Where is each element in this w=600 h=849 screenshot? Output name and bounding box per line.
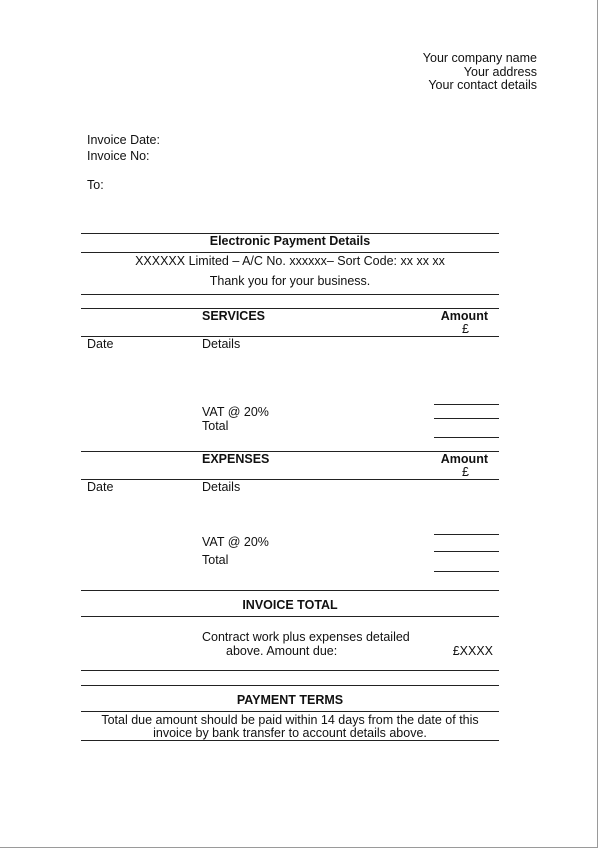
total-line xyxy=(434,571,499,572)
services-vat-label: VAT @ 20% xyxy=(202,405,269,419)
payment-terms-line2: invoice by bank transfer to account details above. xyxy=(153,726,427,740)
amount-line xyxy=(434,534,499,535)
divider xyxy=(81,670,499,671)
company-name: Your company name xyxy=(422,51,537,65)
divider xyxy=(81,336,499,337)
expenses-details-col: Details xyxy=(202,480,241,494)
expenses-heading: EXPENSES xyxy=(202,452,270,466)
divider xyxy=(81,294,499,295)
account-line: XXXXXX Limited – A/C No. xxxxxx– Sort Code: xx xx xx xyxy=(135,254,445,268)
expenses-vat-label: VAT @ 20% xyxy=(202,535,269,549)
divider xyxy=(81,685,499,686)
amount-line xyxy=(434,404,499,405)
invoice-total-heading: INVOICE TOTAL xyxy=(242,598,338,612)
services-details-col: Details xyxy=(202,337,241,351)
company-address: Your address xyxy=(463,64,537,79)
payment-terms-line1: Total due amount should be paid within 14 days from the date of this xyxy=(101,713,479,727)
thank-you-text: Thank you for your business. xyxy=(209,274,371,288)
expenses-currency: £ xyxy=(462,465,469,479)
divider xyxy=(81,590,499,591)
amount-line xyxy=(434,418,499,419)
services-date-col: Date xyxy=(87,337,114,351)
invoice-date-label: Invoice Date: xyxy=(87,133,160,147)
invoice-total-line1: Contract work plus expenses detailed xyxy=(202,630,410,644)
amount-due-value: £XXXX xyxy=(452,644,493,658)
amount-line xyxy=(434,551,499,552)
company-block xyxy=(423,52,537,93)
payment-terms-heading: PAYMENT TERMS xyxy=(236,693,344,707)
invoice-no-label: Invoice No: xyxy=(87,149,150,163)
payment-details-title: Electronic Payment Details xyxy=(209,234,371,248)
divider xyxy=(81,252,499,253)
invoice-total-line2: above. Amount due: xyxy=(226,644,338,658)
divider xyxy=(81,711,499,712)
company-contact: Your contact details xyxy=(428,78,537,92)
services-amount-label: Amount xyxy=(440,309,488,323)
divider xyxy=(81,479,499,480)
total-line xyxy=(434,437,499,438)
expenses-total-label: Total xyxy=(202,553,229,567)
expenses-date-col: Date xyxy=(87,480,114,494)
services-total-label: Total xyxy=(202,419,229,433)
divider xyxy=(81,616,499,617)
services-currency: £ xyxy=(462,322,469,336)
to-label: To: xyxy=(87,178,104,192)
divider xyxy=(81,740,499,741)
expenses-amount-label: Amount xyxy=(440,452,488,466)
services-heading: SERVICES xyxy=(202,309,265,323)
